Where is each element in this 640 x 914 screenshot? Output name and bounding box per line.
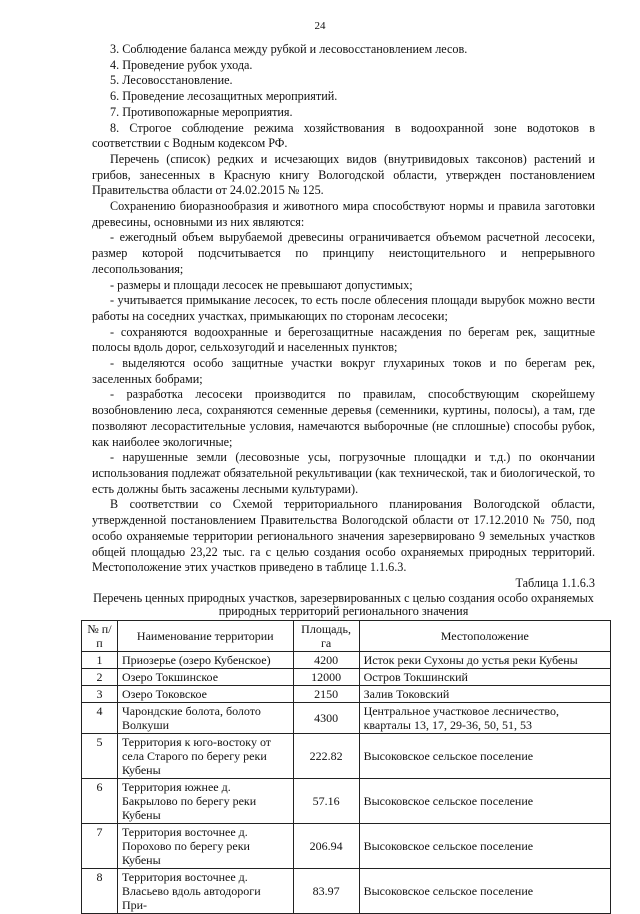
cell-name: Озеро Токовское [117, 685, 293, 702]
list-item: 5. Лесовосстановление. [110, 73, 233, 88]
bullet-item: - выделяются особо защитные участки вокруг глухариных токов и по берегам рек, заселенных бобрами; [92, 356, 595, 386]
cell-location: Залив Токовский [359, 685, 610, 702]
cell-name: Территория южнее д. Бакрылово по берегу реки Кубены [117, 778, 293, 823]
header-area: Площадь, га [293, 620, 359, 651]
table-number: Таблица 1.1.6.3 [515, 575, 595, 590]
bullet-item: - разработка лесосеки производится по правилам, способствующим скорейшему возобновлению леса, сохраняются семенные деревья (семенники, куртины, полосы), а там, где позволяют лесорастительные условия, намечаются выборочные (не сплошные) способы рубок, как наиболее экологичные; [92, 387, 595, 449]
list-item: 8. Строгое соблюдение режима хозяйствования в водоохранной зоне водотоков в соответствии с Водным кодексом РФ. [92, 120, 595, 151]
cell-area: 83.97 [293, 868, 359, 913]
cell-area: 222.82 [293, 733, 359, 778]
bullet-item: - сохраняются водоохранные и берегозащитные насаждения по берегам рек, защитные полосы вдоль дорог, сельхозугодий и населенных пунктов; [92, 324, 595, 355]
table-row [82, 685, 611, 702]
table-row [82, 778, 611, 823]
cell-location: Высоковское сельское поселение [359, 868, 610, 913]
bullet-item: - ежегодный объем вырубаемой древесины ограничивается объемом расчетной лесосеки, размер которой подсчитывается по принципу неистощительного и непрерывного лесопользования; [92, 230, 595, 276]
cell-location: Исток реки Сухоны до устья реки Кубены [359, 651, 610, 668]
cell-num: 2 [82, 668, 118, 685]
list-item: 3. Соблюдение баланса между рубкой и лесовосстановлением лесов. [110, 42, 468, 56]
list-item: 7. Противопожарные мероприятия. [110, 104, 293, 119]
cell-num: 6 [82, 778, 118, 823]
cell-location: Высоковское сельское поселение [359, 823, 610, 868]
table-row [82, 733, 611, 778]
cell-num: 7 [82, 823, 118, 868]
cell-num: 5 [82, 733, 118, 778]
cell-name: Озеро Токшинское [117, 668, 293, 685]
cell-area: 4200 [293, 651, 359, 668]
cell-location: Центральное участковое лесничество, кварталы 13, 17, 29-36, 50, 51, 53 [359, 702, 610, 733]
cell-area: 12000 [293, 668, 359, 685]
list-item: 4. Проведение рубок ухода. [110, 57, 253, 72]
table-caption: Перечень ценных природных участков, зарезервированных с целью создания особо охраняемых природных территорий регионального значения [93, 590, 594, 619]
cell-num: 1 [82, 651, 118, 668]
cell-location: Высоковское сельское поселение [359, 778, 610, 823]
cell-location: Высоковское сельское поселение [359, 733, 610, 778]
table-row [82, 668, 611, 685]
reserved-territories-table [81, 620, 611, 914]
paragraph-red-book: Перечень (список) редких и исчезающих видов (внутривидовых таксонов) растений и грибов, занесенных в Красную книгу Вологодской области, утвержден постановлением Правительства области от 24.02.2015 № 125. [92, 151, 595, 198]
bullet-item: - учитывается примыкание лесосек, то есть после облесения площади вырубок можно вести работы на соседних участках, примыкающих по сторонам лесосеки; [92, 293, 595, 323]
bullet-item: - нарушенные земли (лесовозные усы, погрузочные площадки и т.д.) по окончании использования подлежат обязательной рекультивации (как технической, так и биологической, то есть должны быть засажены лесными культурами). [92, 450, 595, 496]
cell-num: 8 [82, 868, 118, 913]
header-num: № п/п [82, 620, 118, 651]
paragraph-conservation-intro: Сохранению биоразнообразия и животного мира способствуют нормы и правила заготовки древесины, основными из них являются: [92, 199, 595, 229]
cell-num: 3 [82, 685, 118, 702]
table-header-row [82, 620, 611, 651]
cell-location: Остров Токшинский [359, 668, 610, 685]
cell-name: Территория к юго-востоку от села Старого по берегу реки Кубены [117, 733, 293, 778]
table-row [82, 651, 611, 668]
cell-name: Приозерье (озеро Кубенское) [117, 651, 293, 668]
bullet-item: - размеры и площади лесосек не превышают допустимых; [110, 277, 413, 292]
cell-name: Территория восточнее д. Порохово по берегу реки Кубены [117, 823, 293, 868]
cell-area: 57.16 [293, 778, 359, 823]
header-name: Наименование территории [117, 620, 293, 651]
table-row [82, 702, 611, 733]
table-row [82, 823, 611, 868]
paragraph-scheme: В соответствии со Схемой территориального планирования Вологодской области, утвержденной постановлением Правительства Вологодской области от 17.12.2010 № 750, под особо охраняемые территории регионального значения зарезервировано 9 земельных участков общей площадью 23,22 тыс. га с целью создания особо охраняемых природных территорий. Местоположение этих участков приведено в таблице 1.1.6.3. [92, 497, 595, 575]
header-location: Местоположение [359, 620, 610, 651]
list-item: 6. Проведение лесозащитных мероприятий. [110, 89, 338, 104]
cell-name: Чарондские болота, болото Волкуши [117, 702, 293, 733]
cell-num: 4 [82, 702, 118, 733]
cell-area: 206.94 [293, 823, 359, 868]
cell-name: Территория восточнее д. Власьево вдоль автодороги При- [117, 868, 293, 913]
page-number: 24 [314, 20, 326, 32]
page-content [87, 42, 595, 914]
cell-area: 2150 [293, 685, 359, 702]
table-row [82, 868, 611, 913]
cell-area: 4300 [293, 702, 359, 733]
